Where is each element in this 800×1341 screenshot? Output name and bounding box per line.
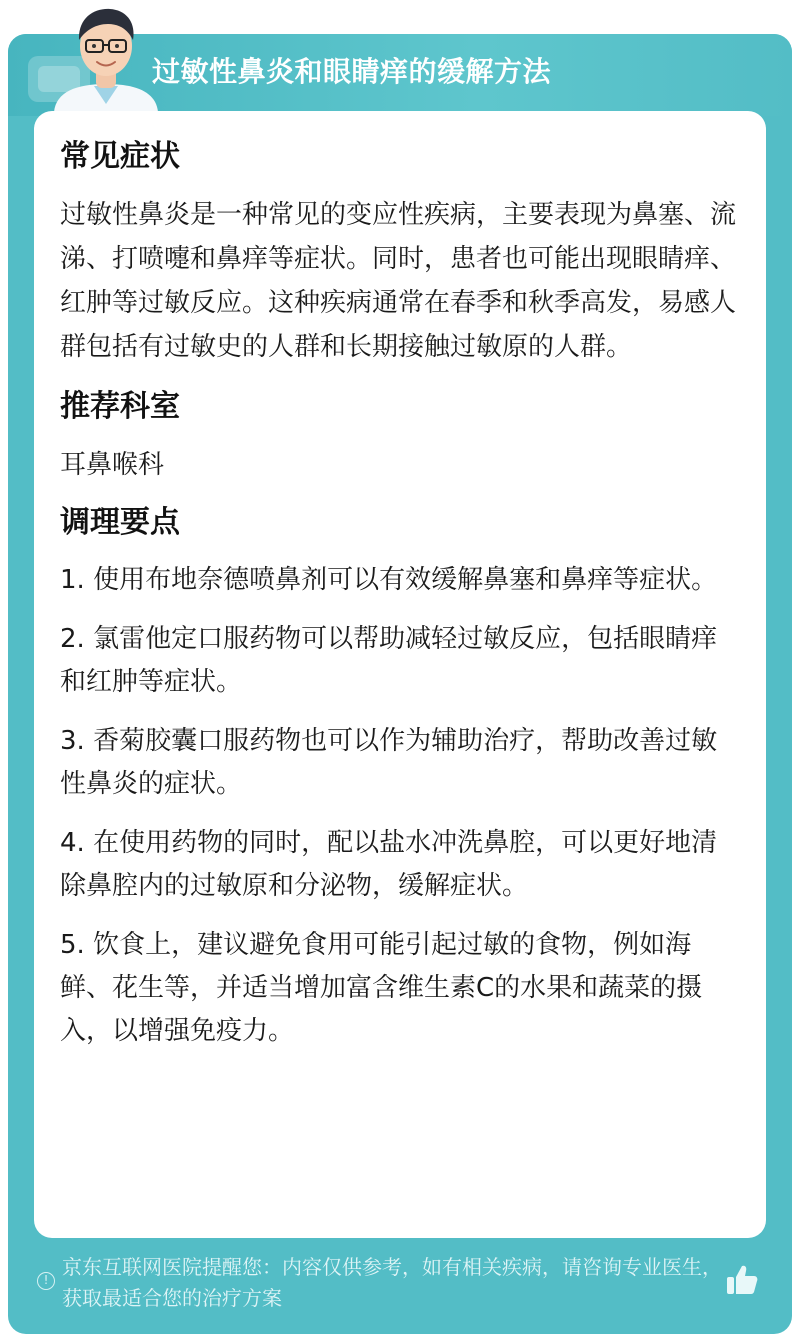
section-heading-symptoms: 常见症状 — [60, 139, 180, 174]
thumbs-up-icon[interactable] — [724, 1262, 760, 1298]
list-item: 2. 氯雷他定口服药物可以帮助减轻过敏反应，包括眼睛痒和红肿等症状。 — [60, 624, 718, 697]
info-icon: ! — [37, 1272, 55, 1290]
list-item: 4. 在使用药物的同时，配以盐水冲洗鼻腔，可以更好地清除鼻腔内的过敏原和分泌物，缓解症状。 — [60, 828, 718, 901]
symptoms-text: 过敏性鼻炎是一种常见的变应性疾病，主要表现为鼻塞、流涕、打喷嚏和鼻痒等症状。同时，患者也可能出现眼睛痒、红肿等过敏反应。这种疾病通常在春季和秋季高发，易感人群包括有过敏史的人群和长期接触过敏原的人群。 — [60, 200, 737, 362]
disclaimer-text: 京东互联网医院提醒您：内容仅供参考，如有相关疾病，请咨询专业医生，获取最适合您的治疗方案 — [62, 1255, 722, 1310]
section-heading-care-points: 调理要点 — [60, 505, 180, 540]
list-item: 5. 饮食上，建议避免食用可能引起过敏的食物，例如海鲜、花生等，并适当增加富含维生素C的水果和蔬菜的摄入，以增强免疫力。 — [60, 930, 703, 1046]
content-card — [34, 111, 766, 1238]
list-item: 1. 使用布地奈德喷鼻剂可以有效缓解鼻塞和鼻痒等症状。 — [60, 565, 718, 595]
list-item: 3. 香菊胶囊口服药物也可以作为辅助治疗，帮助改善过敏性鼻炎的症状。 — [60, 726, 718, 799]
department-text: 耳鼻喉科 — [60, 450, 165, 480]
section-heading-department: 推荐科室 — [60, 389, 180, 424]
page-title: 过敏性鼻炎和眼睛痒的缓解方法 — [152, 55, 552, 88]
